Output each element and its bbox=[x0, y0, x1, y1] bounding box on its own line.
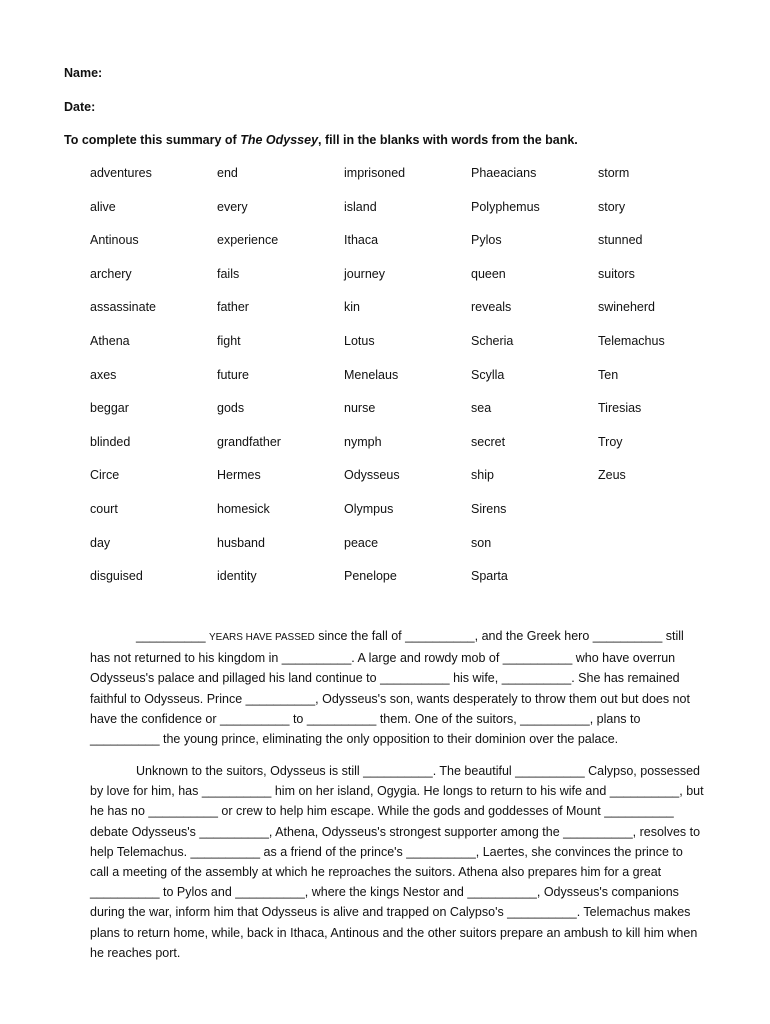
instructions-before: To complete this summary of bbox=[64, 133, 241, 147]
paragraph-2-first-line: Unknown to the suitors, Odysseus is still __________. The beautiful __________ Calypso, possessed bbox=[136, 764, 701, 778]
word-bank-word: fight bbox=[217, 333, 241, 348]
word-bank-word: peace bbox=[344, 535, 379, 550]
word-bank-word: Ithaca bbox=[344, 233, 379, 248]
paragraph-2-line: debate Odysseus's __________, Athena, Odysseus's strongest supporter among the __________, resolves to bbox=[90, 824, 701, 839]
word-bank-word: imprisoned bbox=[344, 166, 406, 180]
word-bank-word: disguised bbox=[90, 569, 143, 584]
word-bank-word: Scylla bbox=[471, 367, 505, 382]
word-bank-word: Odysseus bbox=[344, 468, 400, 483]
word-bank-word: queen bbox=[471, 266, 506, 281]
word-bank-word: court bbox=[90, 501, 118, 516]
word-bank bbox=[90, 166, 710, 603]
paragraph-2-line: help Telemachus. __________ as a friend of the prince's __________, Laertes, she convinces the prince to bbox=[90, 844, 683, 859]
word-bank-word: future bbox=[217, 367, 249, 382]
word-bank-word: Lotus bbox=[344, 333, 375, 348]
word-bank-word: alive bbox=[90, 199, 116, 214]
word-bank-word: Pylos bbox=[471, 233, 502, 248]
paragraph-1-line: faithful to Odysseus. Prince __________, Odysseus's son, wants desperately to throw them out but does not bbox=[90, 691, 690, 706]
word-bank-word: beggar bbox=[90, 401, 129, 416]
word-bank-word: island bbox=[344, 199, 377, 214]
word-bank-word: Zeus bbox=[598, 468, 626, 483]
paragraph-2-line: call a meeting of the assembly at which he reproaches the suitors. Athena also prepares him for a great bbox=[90, 865, 662, 880]
word-bank-word: swineherd bbox=[598, 300, 655, 315]
word-bank-row bbox=[90, 502, 710, 536]
word-bank-word: homesick bbox=[217, 501, 270, 516]
word-bank-word: son bbox=[471, 535, 492, 550]
word-bank-row bbox=[90, 267, 710, 301]
word-bank-word: end bbox=[217, 166, 238, 180]
word-bank-row bbox=[90, 200, 710, 234]
word-bank-word: Sparta bbox=[471, 569, 508, 584]
word-bank-word: archery bbox=[90, 266, 132, 281]
word-bank-word: fails bbox=[217, 266, 240, 281]
word-bank-word: grandfather bbox=[217, 434, 281, 449]
word-bank-word: day bbox=[90, 535, 111, 550]
word-bank-row bbox=[90, 401, 710, 435]
word-bank-word: axes bbox=[90, 367, 117, 382]
paragraph-2-line: plans to return home, while, back in Ithaca, Antinous and the other suitors prepare an ambush to kill him when bbox=[90, 925, 698, 940]
word-bank-row bbox=[90, 468, 710, 502]
word-bank-word: Tiresias bbox=[598, 401, 642, 416]
word-bank-word: Polyphemus bbox=[471, 199, 540, 214]
word-bank-word: Phaeacians bbox=[471, 166, 537, 180]
word-bank-word: adventures bbox=[90, 166, 152, 180]
word-bank-word: ship bbox=[471, 468, 494, 483]
paragraph-2-line: __________ to Pylos and __________, where the kings Nestor and __________, Odysseus's companions bbox=[90, 885, 679, 900]
word-bank-word: journey bbox=[344, 266, 385, 281]
summary-paragraph-1 bbox=[90, 626, 690, 749]
word-bank-word: Athena bbox=[90, 333, 130, 348]
word-bank-word: storm bbox=[598, 166, 630, 180]
instructions bbox=[64, 133, 578, 147]
paragraph-2-line: during the war, inform him that Odysseus is alive and trapped on Calypso's __________. Telemachus makes bbox=[90, 905, 691, 920]
word-bank-word: sea bbox=[471, 401, 492, 416]
paragraph-1-line: __________ the young prince, eliminating the only opposition to their dominion over the palace. bbox=[90, 732, 619, 747]
word-bank-word: blinded bbox=[90, 434, 131, 449]
word-bank-row bbox=[90, 233, 710, 267]
name-label: Name: bbox=[64, 66, 103, 80]
paragraph-1-line: have the confidence or __________ to __________ them. One of the suitors, __________, plans to bbox=[90, 711, 641, 726]
summary-paragraph-2 bbox=[90, 761, 704, 963]
word-bank-word: experience bbox=[217, 233, 279, 248]
word-bank-row bbox=[90, 536, 710, 570]
word-bank-word: assassinate bbox=[90, 300, 157, 315]
word-bank-word: identity bbox=[217, 569, 257, 584]
word-bank-word: Telemachus bbox=[598, 333, 665, 348]
date-label: Date: bbox=[64, 100, 96, 114]
paragraph-1-line-1 bbox=[90, 626, 684, 648]
word-bank-word: suitors bbox=[598, 266, 635, 281]
word-bank-word: every bbox=[217, 199, 248, 214]
word-bank-word: Scheria bbox=[471, 333, 514, 348]
word-bank-word: Ten bbox=[598, 367, 619, 382]
word-bank-word: gods bbox=[217, 401, 245, 416]
word-bank-word: Penelope bbox=[344, 569, 397, 584]
word-bank-row bbox=[90, 368, 710, 402]
word-bank-word: secret bbox=[471, 434, 506, 449]
paragraph-2-line: he has no __________ or crew to help him escape. While the gods and goddesses of Mount __________ bbox=[90, 804, 674, 819]
paragraph-1-line: Odysseus's palace and pillaged his land continue to __________ his wife, __________. She has remained bbox=[90, 671, 680, 686]
word-bank-row bbox=[90, 300, 710, 334]
word-bank-row bbox=[90, 166, 710, 200]
word-bank-word: Troy bbox=[598, 434, 623, 449]
paragraph-2-line: he reaches port. bbox=[90, 945, 181, 960]
word-bank-word: Hermes bbox=[217, 468, 261, 483]
paragraph-1-blank: __________ bbox=[136, 629, 209, 643]
word-bank-word: Circe bbox=[90, 468, 120, 483]
word-bank-row bbox=[90, 435, 710, 469]
instructions-after: , fill in the blanks with words from the bank. bbox=[318, 133, 578, 147]
word-bank-word: story bbox=[598, 199, 626, 214]
word-bank-word: father bbox=[217, 300, 249, 315]
word-bank-row bbox=[90, 334, 710, 368]
paragraph-1-rest: since the fall of __________, and the Greek hero __________ still bbox=[314, 629, 684, 643]
word-bank-word: Olympus bbox=[344, 501, 394, 516]
word-bank-word: nymph bbox=[344, 434, 382, 449]
paragraph-1-caps: YEARS HAVE PASSED bbox=[209, 632, 315, 643]
paragraph-1-line: has not returned to his kingdom in __________. A large and rowdy mob of __________ who have overrun bbox=[90, 651, 676, 666]
paragraph-2-line: by love for him, has __________ him on her island, Ogygia. He longs to return to his wife and __________, but bbox=[90, 784, 704, 799]
word-bank-word: husband bbox=[217, 535, 265, 550]
word-bank-word: Sirens bbox=[471, 501, 507, 516]
word-bank-word: Antinous bbox=[90, 233, 139, 248]
word-bank-word: stunned bbox=[598, 233, 643, 248]
instructions-title: The Odyssey bbox=[240, 133, 319, 147]
word-bank-word: reveals bbox=[471, 300, 512, 315]
word-bank-word: Menelaus bbox=[344, 367, 399, 382]
word-bank-word: kin bbox=[344, 300, 360, 315]
word-bank-word: nurse bbox=[344, 401, 376, 416]
word-bank-row bbox=[90, 569, 710, 603]
